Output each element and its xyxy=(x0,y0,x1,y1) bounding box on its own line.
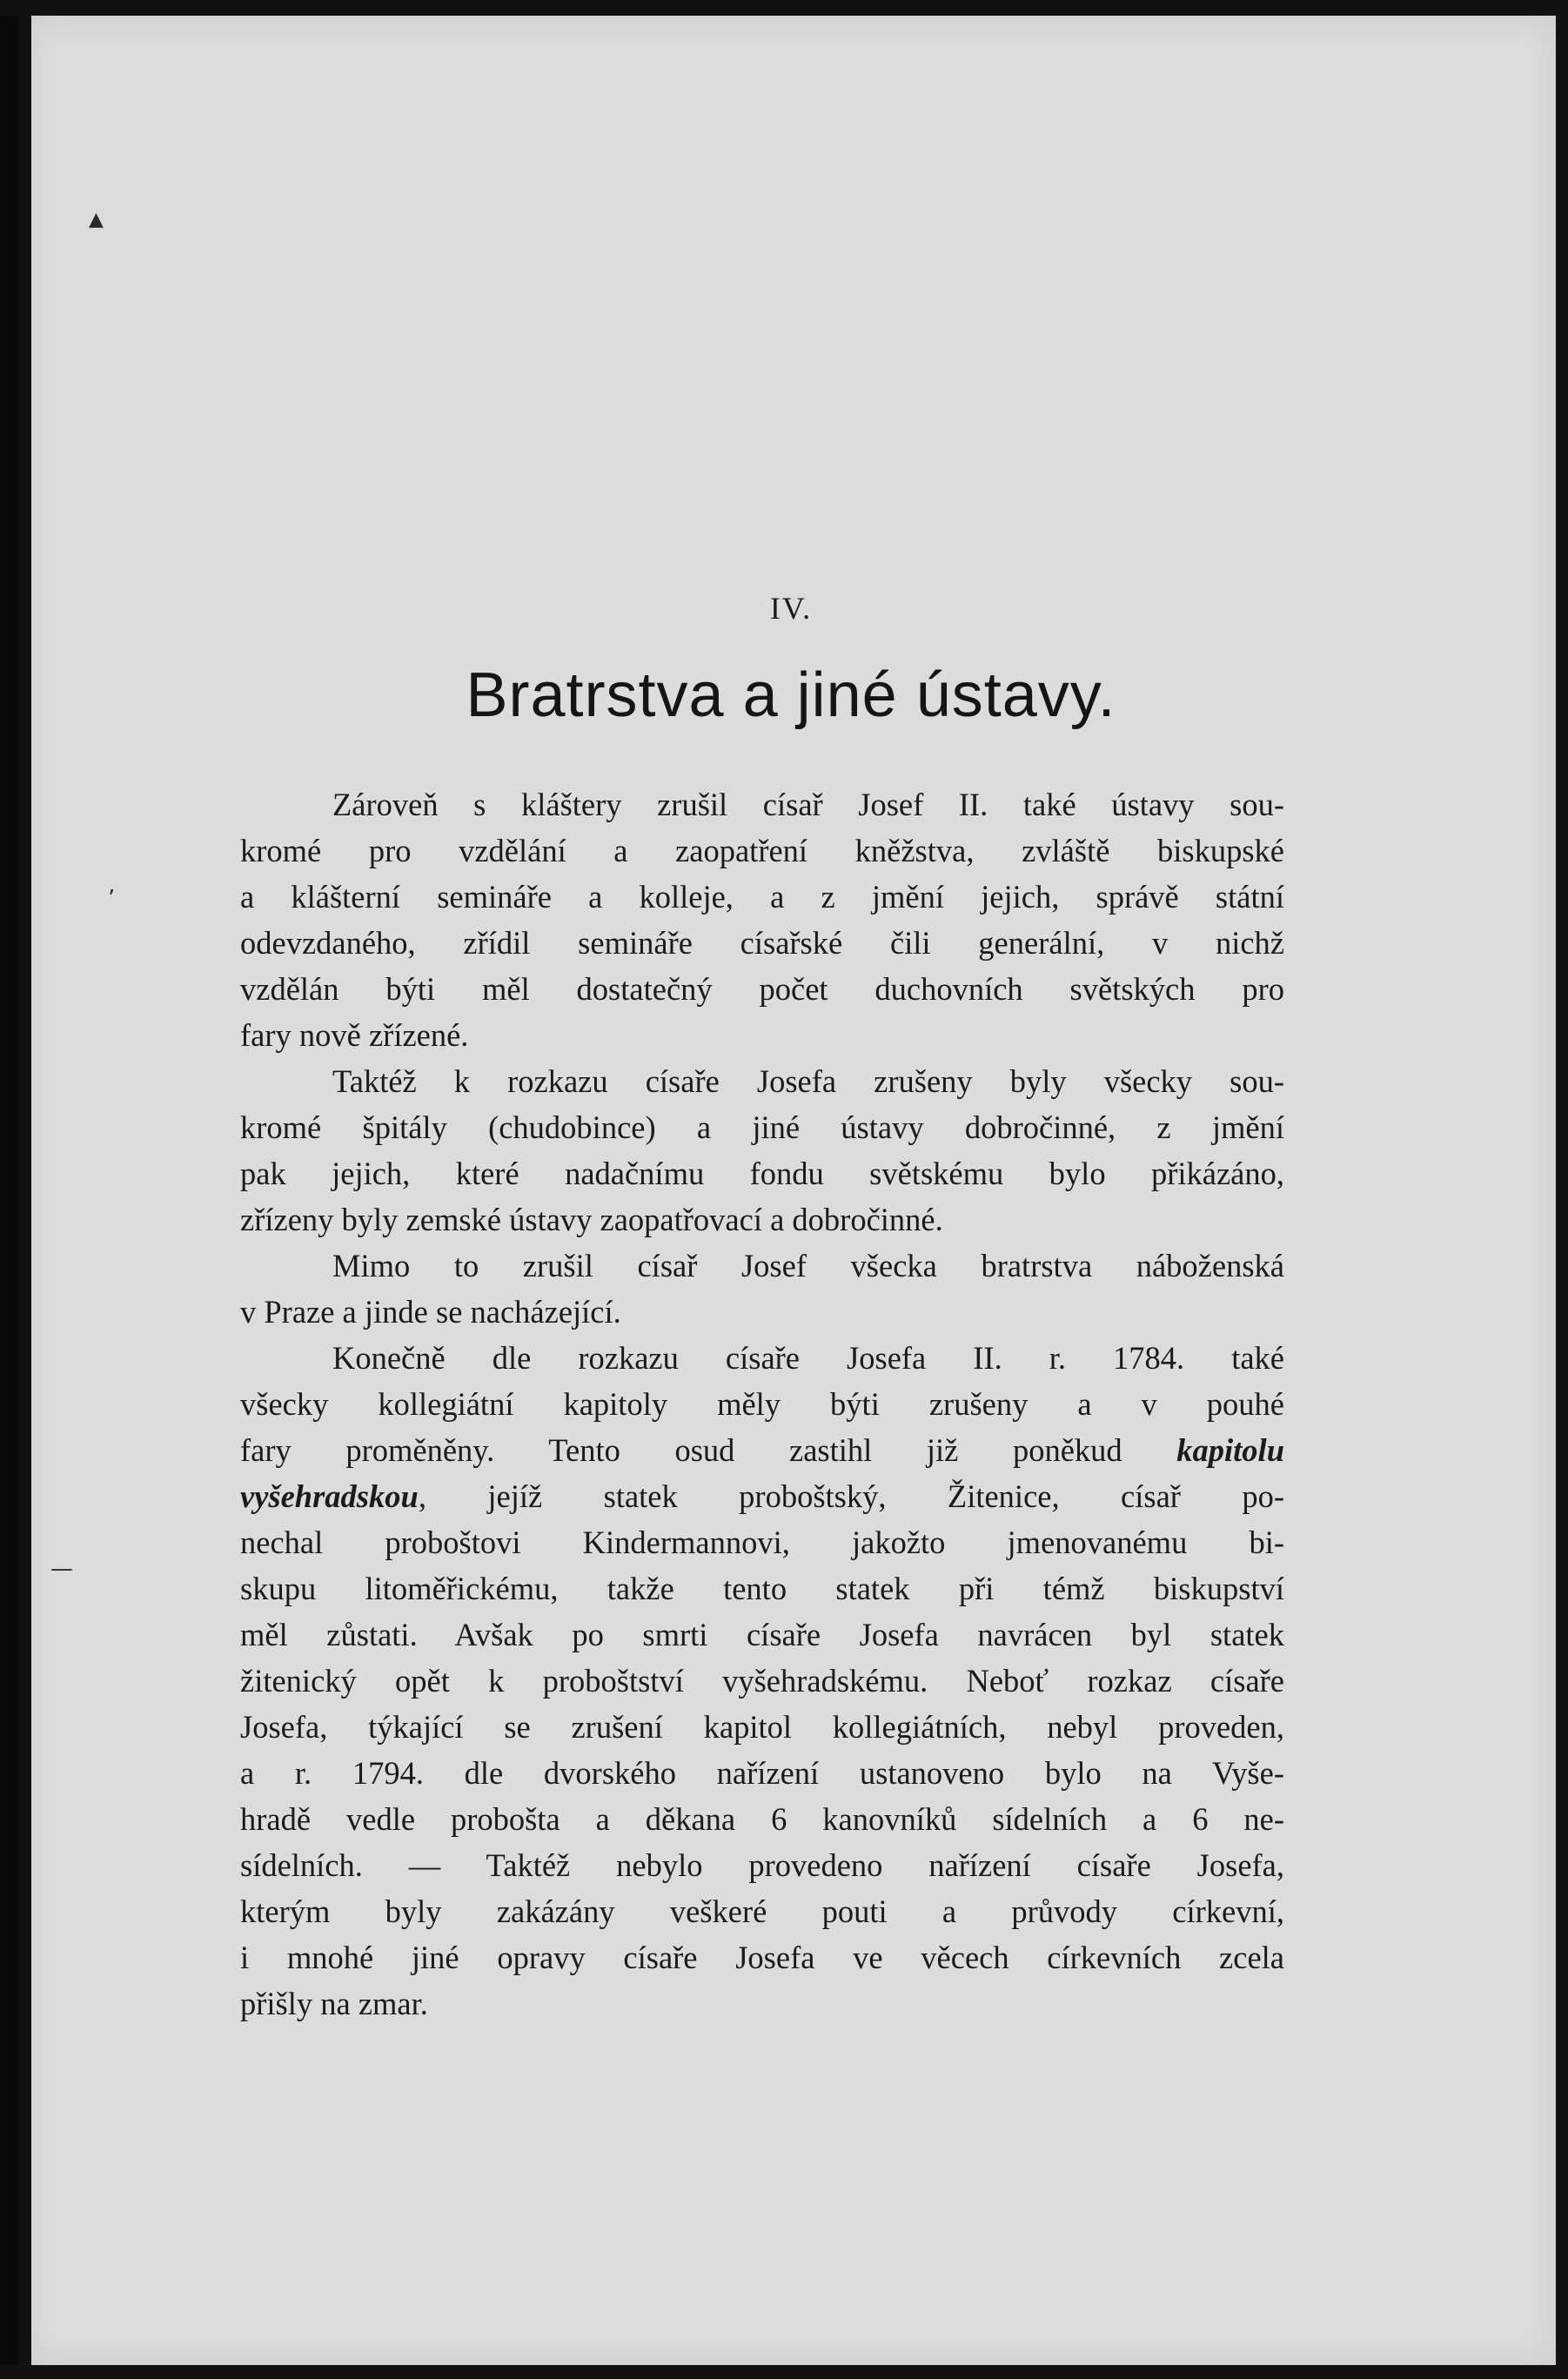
text-line: kromé pro vzdělání a zaopatření kněžstva, zvláště biskupské xyxy=(240,833,1284,868)
paragraph xyxy=(240,1058,1284,1243)
body-text xyxy=(240,781,1284,2027)
book-page xyxy=(26,16,1556,2365)
text-line: skupu litoměřickému, takže tento statek při témž biskupství xyxy=(240,1571,1284,1606)
text-line: sídelních. — Taktéž nebylo provedeno nařízení císaře Josefa, xyxy=(240,1847,1284,1883)
text-line: pak jejich, které nadačnímu fondu světskému bylo přikázáno, xyxy=(240,1156,1284,1191)
text-line: měl zůstati. Avšak po smrti císaře Josefa navrácen byl statek xyxy=(240,1617,1284,1652)
scan-speck-mark: ▲ xyxy=(89,209,104,231)
scan-border-top xyxy=(0,0,1568,16)
text-line: žitenický opět k proboštství vyšehradskému. Neboť rozkaz císaře xyxy=(240,1663,1284,1699)
emphasis-text: vyšehradskou xyxy=(240,1478,419,1514)
text-line: Konečně dle rozkazu císaře Josefa II. r. 1784. také xyxy=(332,1340,1284,1376)
chapter-number: IV. xyxy=(769,591,813,626)
text-line: kromé špitály (chudobince) a jiné ústavy dobročinné, z jmění xyxy=(240,1109,1284,1145)
text-line: fary nově zřízené. xyxy=(240,1017,469,1053)
text-line: Mimo to zrušil císař Josef všecka bratrstva náboženská xyxy=(332,1248,1284,1283)
text-line: vyšehradskou, jejíž statek proboštský, Žitenice, císař po- xyxy=(240,1478,1284,1514)
scan-border-right xyxy=(1556,0,1568,2379)
text-line: nechal proboštovi Kindermannovi, jakožto jmenovanému bi- xyxy=(240,1525,1284,1560)
scan-border-left xyxy=(19,0,31,2379)
text-line: přišly na zmar. xyxy=(240,1986,428,2021)
text-line: a r. 1794. dle dvorského nařízení ustanoveno bylo na Vyše- xyxy=(240,1755,1284,1791)
text-line: a klášterní semináře a kolleje, a z jmění jejich, správě státní xyxy=(240,879,1284,915)
text-line: i mnohé jiné opravy císaře Josefa ve věcech církevních zcela xyxy=(240,1940,1284,1975)
text-line: odevzdaného, zřídil semináře císařské čili generální, v nichž xyxy=(240,925,1284,961)
text-line: Josefa, týkající se zrušení kapitol kollegiátních, nebyl proveden, xyxy=(240,1709,1284,1745)
text-line: v Praze a jinde se nacházející. xyxy=(240,1294,621,1330)
chapter-title: Bratrstva a jiné ústavy. xyxy=(466,660,1116,730)
scan-border-bottom xyxy=(0,2365,1568,2379)
paragraph xyxy=(240,1243,1284,1335)
text-line: Taktéž k rozkazu císaře Josefa zrušeny byly všecky sou- xyxy=(332,1063,1284,1099)
scan-speck-mark: ’ xyxy=(108,886,116,912)
text-line: hradě vedle probošta a děkana 6 kanovníků sídelních a 6 ne- xyxy=(240,1801,1284,1837)
text-line: fary proměněny. Tento osud zastihl již poněkud kapitolu xyxy=(240,1432,1284,1468)
paragraph xyxy=(240,781,1284,1058)
text-line: zřízeny byly zemské ústavy zaopatřovací a dobročinné. xyxy=(240,1202,943,1237)
text-line: kterým byly zakázány veškeré pouti a průvody církevní, xyxy=(240,1893,1284,1929)
text-line: všecky kollegiátní kapitoly měly býti zrušeny a v pouhé xyxy=(240,1386,1284,1422)
text-line: vzdělán býti měl dostatečný počet duchovních světských pro xyxy=(240,971,1284,1007)
paragraph xyxy=(240,1335,1284,2027)
emphasis-text: kapitolu xyxy=(1176,1432,1284,1468)
text-line: Zároveň s kláštery zrušil císař Josef II. také ústavy sou- xyxy=(332,787,1284,822)
scan-speck-mark: — xyxy=(50,1556,73,1582)
